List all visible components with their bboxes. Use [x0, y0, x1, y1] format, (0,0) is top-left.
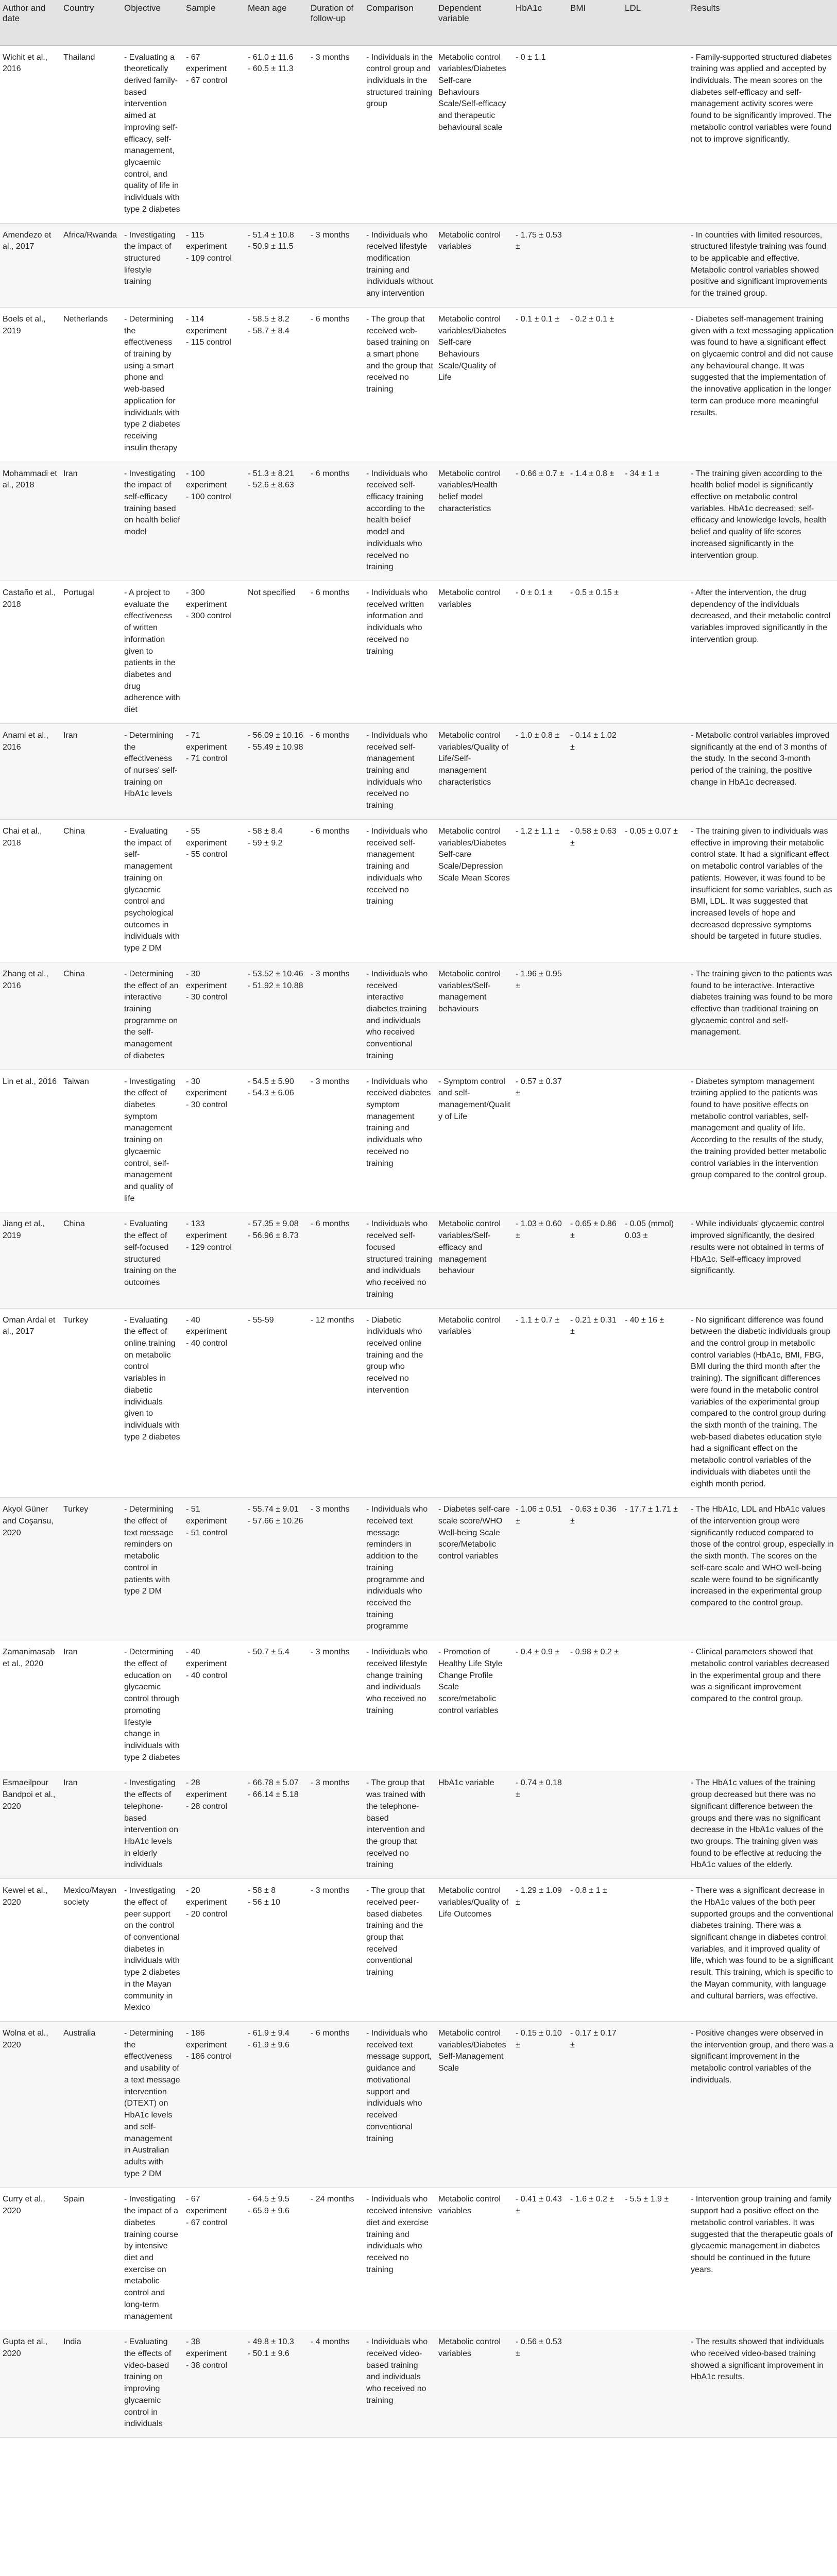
cell-author: Mohammadi et al., 2018 — [0, 462, 61, 581]
cell-sample: - 115 experiment - 109 control — [183, 223, 245, 307]
table-row — [0, 2330, 837, 2438]
cell-ldl — [622, 962, 688, 1070]
cell-ldl — [622, 223, 688, 307]
cell-objective: - Investigating the effect of peer support on the control of conventional diabetes in individuals with type 2 diabetes in the Mayan community in Mexico — [122, 1879, 183, 2022]
cell-ldl — [622, 1771, 688, 1879]
cell-author: Esmaeilpour Bandpoi et al., 2020 — [0, 1771, 61, 1879]
cell-hba1c: - 0 ± 0.1 ± — [513, 581, 568, 723]
cell-country: Mexico/Mayan society — [61, 1879, 122, 2022]
cell-bmi: - 0.5 ± 0.15 ± — [568, 581, 622, 723]
cell-bmi — [568, 45, 622, 223]
cell-country: Australia — [61, 2022, 122, 2188]
cell-mean-age: - 58.5 ± 8.2 - 58.7 ± 8.4 — [245, 307, 308, 462]
cell-bmi — [568, 1070, 622, 1212]
cell-dependent-variable: Metabolic control variables/Self-efficacy and management behaviour — [436, 1212, 513, 1308]
cell-country: Iran — [61, 1640, 122, 1771]
cell-hba1c: - 0.41 ± 0.43 ± — [513, 2188, 568, 2330]
cell-mean-age: - 55.74 ± 9.01 - 57.66 ± 10.26 — [245, 1498, 308, 1640]
cell-bmi: - 0.58 ± 0.63 ± — [568, 819, 622, 962]
cell-results: - Diabetes self-management training given with a text messaging application was found to have a significant effect on glycaemic control and did not cause any behavioural change. It was suggested that the implementation of the innovative application in the longer term can produce more meaningful results. — [688, 307, 837, 462]
cell-hba1c: - 1.2 ± 1.1 ± — [513, 819, 568, 962]
cell-dependent-variable: Metabolic control variables — [436, 223, 513, 307]
cell-mean-age: Not specified — [245, 581, 308, 723]
cell-hba1c: - 1.96 ± 0.95 ± — [513, 962, 568, 1070]
cell-bmi: - 0.65 ± 0.86 ± — [568, 1212, 622, 1308]
table-header — [0, 0, 837, 45]
cell-author: Chai et al., 2018 — [0, 819, 61, 962]
cell-results: - Family-supported structured diabetes training was applied and accepted by individuals. The mean scores on the diabetes self-efficacy and self-management activity scores were found to be significantly improved. The metabolic control variables were found not to improve significantly. — [688, 45, 837, 223]
cell-ldl — [622, 723, 688, 819]
cell-results: - While individuals' glycaemic control improved significantly, the desired results were not obtained in terms of HbA1c. Self-efficacy improved significantly. — [688, 1212, 837, 1308]
table-row — [0, 462, 837, 581]
cell-results: - After the intervention, the drug dependency of the individuals decreased, and their metabolic control variables improved significantly in the intervention group. — [688, 581, 837, 723]
cell-dependent-variable: Metabolic control variables/Diabetes Self-care Behaviours Scale/Quality of Life — [436, 307, 513, 462]
cell-author: Gupta et al., 2020 — [0, 2330, 61, 2438]
cell-results: - The training given according to the health belief model is significantly effective on metabolic control variables. HbA1c decreased; self-efficacy and knowledge levels, health belief and quality of life scores increased significantly in the intervention group. — [688, 462, 837, 581]
cell-hba1c: - 0.74 ± 0.18 ± — [513, 1771, 568, 1879]
cell-dependent-variable: Metabolic control variables/Health belief model characteristics — [436, 462, 513, 581]
cell-results: - In countries with limited resources, structured lifestyle training was found to be applicable and effective. Metabolic control variables showed positive and significant improvements for the trained group. — [688, 223, 837, 307]
cell-bmi: - 0.17 ± 0.17 ± — [568, 2022, 622, 2188]
cell-hba1c: - 1.03 ± 0.60 ± — [513, 1212, 568, 1308]
cell-country: India — [61, 2330, 122, 2438]
cell-objective: - Determining the effectiveness of nurses' self-training on HbA1c levels — [122, 723, 183, 819]
cell-author: Jiang et al., 2019 — [0, 1212, 61, 1308]
cell-comparison: - Individuals who received self-management training and individuals who received no training — [364, 723, 436, 819]
cell-hba1c: - 0.56 ± 0.53 ± — [513, 2330, 568, 2438]
cell-bmi: - 0.21 ± 0.31 ± — [568, 1308, 622, 1498]
cell-ldl — [622, 2330, 688, 2438]
cell-country: Thailand — [61, 45, 122, 223]
cell-author: Castaño et al., 2018 — [0, 581, 61, 723]
cell-dependent-variable: Metabolic control variables — [436, 1308, 513, 1498]
cell-sample: - 67 experiment - 67 control — [183, 2188, 245, 2330]
page-bottom-spacer — [0, 2438, 837, 2456]
cell-objective: - Investigating the impact of a diabetes training course by intensive diet and exercise on metabolic control and long-term management — [122, 2188, 183, 2330]
cell-country: Netherlands — [61, 307, 122, 462]
cell-dependent-variable: Metabolic control variables/Diabetes Self-care Behaviours Scale/Self-efficacy and therapeutic behavioural scale — [436, 45, 513, 223]
cell-mean-age: - 51.3 ± 8.21 - 52.6 ± 8.63 — [245, 462, 308, 581]
cell-sample: - 38 experiment - 38 control — [183, 2330, 245, 2438]
cell-hba1c: - 0 ± 1.1 — [513, 45, 568, 223]
cell-mean-age: - 57.35 ± 9.08 - 56.96 ± 8.73 — [245, 1212, 308, 1308]
cell-author: Boels et al., 2019 — [0, 307, 61, 462]
cell-bmi — [568, 2330, 622, 2438]
cell-ldl — [622, 581, 688, 723]
cell-ldl — [622, 1640, 688, 1771]
cell-dependent-variable: HbA1c variable — [436, 1771, 513, 1879]
cell-duration: - 6 months — [308, 462, 364, 581]
cell-objective: - Determining the effect of text message reminders on metabolic control in patients with type 2 DM — [122, 1498, 183, 1640]
cell-comparison: - Individuals who received self-management training and individuals who received no training — [364, 819, 436, 962]
cell-ldl: - 5.5 ± 1.9 ± — [622, 2188, 688, 2330]
cell-duration: - 3 months — [308, 1070, 364, 1212]
cell-bmi: - 0.63 ± 0.36 ± — [568, 1498, 622, 1640]
cell-sample: - 300 experiment - 300 control — [183, 581, 245, 723]
cell-comparison: - Individuals who received interactive diabetes training and individuals who received conventional training — [364, 962, 436, 1070]
cell-country: China — [61, 962, 122, 1070]
cell-objective: - A project to evaluate the effectiveness of written information given to patients in the diabetes and drug adherence with diet — [122, 581, 183, 723]
cell-ldl: - 0.05 (mmol) 0.03 ± — [622, 1212, 688, 1308]
column-header-dependent-variable: Dependent variable — [436, 0, 513, 45]
cell-comparison: - Individuals who received self-focused structured training and individuals who received no training — [364, 1212, 436, 1308]
cell-country: Iran — [61, 462, 122, 581]
cell-hba1c: - 0.4 ± 0.9 ± — [513, 1640, 568, 1771]
cell-objective: - Investigating the effects of telephone-based intervention on HbA1c levels in elderly individuals — [122, 1771, 183, 1879]
cell-duration: - 24 months — [308, 2188, 364, 2330]
cell-results: - There was a significant decrease in the HbA1c values of the both peer supported groups and the conventional diabetes training. There was a significant change in diabetes control variables, and it improved quality of life, which was found to be a significant result. This training, which is specific to the Mayan community, with language and cultural barriers, was effective. — [688, 1879, 837, 2022]
cell-objective: - Evaluating the impact of self-management training on glycaemic control and psychological outcomes in individuals with type 2 DM — [122, 819, 183, 962]
cell-ldl: - 0.05 ± 0.07 ± — [622, 819, 688, 962]
cell-author: Zamanimasab et al., 2020 — [0, 1640, 61, 1771]
table-row — [0, 1498, 837, 1640]
cell-objective: - Evaluating a theoretically derived family-based intervention aimed at improving self-efficacy, self-management, glycaemic control, and quality of life in individuals with type 2 diabetes — [122, 45, 183, 223]
cell-comparison: - Individuals who received lifestyle change training and individuals who received no training — [364, 1640, 436, 1771]
cell-comparison: - Individuals who received self-efficacy training according to the health belief model and individuals who received no training — [364, 462, 436, 581]
cell-mean-age: - 54.5 ± 5.90 - 54.3 ± 6.06 — [245, 1070, 308, 1212]
cell-comparison: - The group that received web-based training on a smart phone and the group that received no training — [364, 307, 436, 462]
cell-bmi — [568, 1771, 622, 1879]
cell-comparison: - Individuals who received text message reminders in addition to the training programme and individuals who received the training programme — [364, 1498, 436, 1640]
cell-mean-age: - 49.8 ± 10.3 - 50.1 ± 9.6 — [245, 2330, 308, 2438]
cell-comparison: - Diabetic individuals who received online training and the group who received no intervention — [364, 1308, 436, 1498]
cell-dependent-variable: Metabolic control variables — [436, 581, 513, 723]
cell-objective: - Investigating the impact of self-efficacy training based on health belief model — [122, 462, 183, 581]
cell-results: - Clinical parameters showed that metabolic control variables decreased in the experimental group and there was a significant improvement compared to the control group. — [688, 1640, 837, 1771]
cell-mean-age: - 53.52 ± 10.46 - 51.92 ± 10.88 — [245, 962, 308, 1070]
cell-mean-age: - 55-59 — [245, 1308, 308, 1498]
cell-mean-age: - 56.09 ± 10.16 - 55.49 ± 10.98 — [245, 723, 308, 819]
cell-author: Zhang et al., 2016 — [0, 962, 61, 1070]
cell-sample: - 67 experiment - 67 control — [183, 45, 245, 223]
cell-results: - Metabolic control variables improved significantly at the end of 3 months of the study. In the second 3-month period of the training, the positive change in HbA1c decreased. — [688, 723, 837, 819]
cell-bmi: - 1.4 ± 0.8 ± — [568, 462, 622, 581]
cell-duration: - 3 months — [308, 223, 364, 307]
cell-duration: - 3 months — [308, 962, 364, 1070]
cell-author: Wichit et al., 2016 — [0, 45, 61, 223]
column-header-objective: Objective — [122, 0, 183, 45]
table-row — [0, 1640, 837, 1771]
cell-bmi: - 1.6 ± 0.2 ± — [568, 2188, 622, 2330]
column-header-results: Results — [688, 0, 837, 45]
cell-objective: - Investigating the effect of diabetes symptom management training on glycaemic control, self-management and quality of life — [122, 1070, 183, 1212]
table-row — [0, 307, 837, 462]
column-header-hba1c: HbA1c — [513, 0, 568, 45]
cell-mean-age: - 66.78 ± 5.07 - 66.14 ± 5.18 — [245, 1771, 308, 1879]
cell-objective: - Evaluating the effect of self-focused structured training on the outcomes — [122, 1212, 183, 1308]
table-row — [0, 1308, 837, 1498]
cell-duration: - 3 months — [308, 1879, 364, 2022]
cell-comparison: - Individuals who received text message support, guidance and motivational support and individuals who received conventional training — [364, 2022, 436, 2188]
cell-comparison: - Individuals who received diabetes symptom management training and individuals who received no training — [364, 1070, 436, 1212]
cell-objective: - Determining the effectiveness and usability of a text message intervention (DTEXT) on HbA1c levels and self-management in Australian adults with type 2 DM — [122, 2022, 183, 2188]
cell-results: - No significant difference was found between the diabetic individuals group and the control group in metabolic control variables (HbA1c, BMI, FBG, BMI during the third month after the training). The significant differences were found in the metabolic control variables of the experimental group compared to the control group during the sixth month of the training. The web-based diabetes education style had a significant effect on the metabolic control variables of the individuals with diabetes until the eighth month period. — [688, 1308, 837, 1498]
cell-sample: - 20 experiment - 20 control — [183, 1879, 245, 2022]
cell-ldl: - 34 ± 1 ± — [622, 462, 688, 581]
table-row — [0, 2022, 837, 2188]
cell-ldl — [622, 1879, 688, 2022]
cell-results: - Intervention group training and family support had a positive effect on the metabolic control variables. It was suggested that the therapeutic goals of glycaemic management in diabetes should be continued in the future years. — [688, 2188, 837, 2330]
cell-comparison: - Individuals who received intensive diet and exercise training and individuals who received no training — [364, 2188, 436, 2330]
cell-country: Portugal — [61, 581, 122, 723]
cell-mean-age: - 58 ± 8.4 - 59 ± 9.2 — [245, 819, 308, 962]
cell-author: Kewel et al., 2020 — [0, 1879, 61, 2022]
cell-comparison: - Individuals who received video-based training and individuals who received no training — [364, 2330, 436, 2438]
cell-author: Curry et al., 2020 — [0, 2188, 61, 2330]
table-body — [0, 45, 837, 2438]
cell-author: Lin et al., 2016 — [0, 1070, 61, 1212]
cell-bmi — [568, 223, 622, 307]
cell-hba1c: - 1.06 ± 0.51 ± — [513, 1498, 568, 1640]
cell-ldl — [622, 307, 688, 462]
cell-ldl — [622, 1070, 688, 1212]
cell-comparison: - Individuals who received written information and individuals who received no training — [364, 581, 436, 723]
cell-duration: - 6 months — [308, 581, 364, 723]
column-header-ldl: LDL — [622, 0, 688, 45]
table-row — [0, 1879, 837, 2022]
cell-duration: - 6 months — [308, 1212, 364, 1308]
cell-hba1c: - 0.57 ± 0.37 ± — [513, 1070, 568, 1212]
cell-duration: - 12 months — [308, 1308, 364, 1498]
cell-mean-age: - 50.7 ± 5.4 — [245, 1640, 308, 1771]
column-header-author: Author and date — [0, 0, 61, 45]
column-header-comparison: Comparison — [364, 0, 436, 45]
cell-duration: - 6 months — [308, 819, 364, 962]
cell-mean-age: - 58 ± 8 - 56 ± 10 — [245, 1879, 308, 2022]
cell-dependent-variable: - Promotion of Healthy Life Style Change Profile Scale score/metabolic control variables — [436, 1640, 513, 1771]
cell-dependent-variable: Metabolic control variables/Diabetes Self-care Scale/Depression Scale Mean Scores — [436, 819, 513, 962]
cell-country: Africa/Rwanda — [61, 223, 122, 307]
cell-sample: - 28 experiment - 28 control — [183, 1771, 245, 1879]
cell-sample: - 186 experiment - 186 control — [183, 2022, 245, 2188]
cell-ldl: - 40 ± 16 ± — [622, 1308, 688, 1498]
cell-dependent-variable: Metabolic control variables — [436, 2188, 513, 2330]
header-row — [0, 0, 837, 45]
cell-sample: - 40 experiment - 40 control — [183, 1308, 245, 1498]
column-header-bmi: BMI — [568, 0, 622, 45]
cell-author: Anami et al., 2016 — [0, 723, 61, 819]
cell-objective: - Determining the effectiveness of training by using a smart phone and web-based application for individuals with type 2 diabetes receiving insulin therapy — [122, 307, 183, 462]
table-row — [0, 45, 837, 223]
table-row — [0, 1212, 837, 1308]
cell-country: Turkey — [61, 1498, 122, 1640]
cell-duration: - 3 months — [308, 1771, 364, 1879]
cell-hba1c: - 1.0 ± 0.8 ± — [513, 723, 568, 819]
cell-country: Spain — [61, 2188, 122, 2330]
cell-duration: - 3 months — [308, 1498, 364, 1640]
cell-dependent-variable: - Diabetes self-care scale score/WHO Well-being Scale score/Metabolic control variables — [436, 1498, 513, 1640]
column-header-mean-age: Mean age — [245, 0, 308, 45]
cell-bmi: - 0.2 ± 0.1 ± — [568, 307, 622, 462]
cell-dependent-variable: - Symptom control and self-management/Quality of Life — [436, 1070, 513, 1212]
cell-bmi: - 0.14 ± 1.02 ± — [568, 723, 622, 819]
cell-results: - The HbA1c values of the training group decreased but there was no significant difference between the groups and there was no significant decrease in the HbA1c values of the two groups. The training given was found to be effective at reducing the HbA1c values of the elderly. — [688, 1771, 837, 1879]
cell-dependent-variable: Metabolic control variables/Diabetes Self-Management Scale — [436, 2022, 513, 2188]
table-row — [0, 223, 837, 307]
cell-results: - Positive changes were observed in the intervention group, and there was a significant improvement in the metabolic control variables of the individuals. — [688, 2022, 837, 2188]
cell-mean-age: - 64.5 ± 9.5 - 65.9 ± 9.6 — [245, 2188, 308, 2330]
cell-results: - The training given to individuals was effective in improving their metabolic control state. It had a significant effect on metabolic control variables of the patients. However, it was found to be insufficient for some variables, such as BMI, LDL. It was suggested that increased levels of hope and decreased depressive symptoms should be targeted in future studies. — [688, 819, 837, 962]
cell-country: China — [61, 1212, 122, 1308]
table-row — [0, 723, 837, 819]
cell-dependent-variable: Metabolic control variables — [436, 2330, 513, 2438]
cell-ldl: - 17.7 ± 1.71 ± — [622, 1498, 688, 1640]
cell-sample: - 30 experiment - 30 control — [183, 1070, 245, 1212]
table-row — [0, 2188, 837, 2330]
cell-sample: - 114 experiment - 115 control — [183, 307, 245, 462]
cell-country: Turkey — [61, 1308, 122, 1498]
cell-author: Oman Ardal et al., 2017 — [0, 1308, 61, 1498]
table-row — [0, 581, 837, 723]
cell-author: Amendezo et al., 2017 — [0, 223, 61, 307]
cell-sample: - 55 experiment - 55 control — [183, 819, 245, 962]
cell-ldl — [622, 45, 688, 223]
cell-comparison: - Individuals who received lifestyle modification training and individuals without any intervention — [364, 223, 436, 307]
cell-sample: - 40 experiment - 40 control — [183, 1640, 245, 1771]
cell-mean-age: - 61.0 ± 11.6 - 60.5 ± 11.3 — [245, 45, 308, 223]
cell-hba1c: - 0.1 ± 0.1 ± — [513, 307, 568, 462]
cell-sample: - 51 experiment - 51 control — [183, 1498, 245, 1640]
column-header-country: Country — [61, 0, 122, 45]
cell-results: - The results showed that individuals who received video-based training showed a significant improvement in HbA1c results. — [688, 2330, 837, 2438]
cell-objective: - Determining the effect of an interactive training programme on the self-management of diabetes — [122, 962, 183, 1070]
cell-bmi — [568, 962, 622, 1070]
cell-objective: - Investigating the impact of structured lifestyle training — [122, 223, 183, 307]
cell-objective: - Determining the effect of education on glycaemic control through promoting lifestyle change in individuals with type 2 diabetes — [122, 1640, 183, 1771]
cell-hba1c: - 1.75 ± 0.53 ± — [513, 223, 568, 307]
cell-country: Iran — [61, 723, 122, 819]
cell-comparison: - The group that was trained with the telephone-based intervention and the group that received no training — [364, 1771, 436, 1879]
cell-dependent-variable: Metabolic control variables/Self-management behaviours — [436, 962, 513, 1070]
cell-country: Taiwan — [61, 1070, 122, 1212]
cell-hba1c: - 1.29 ± 1.09 ± — [513, 1879, 568, 2022]
cell-duration: - 6 months — [308, 2022, 364, 2188]
cell-sample: - 133 experiment - 129 control — [183, 1212, 245, 1308]
cell-duration: - 3 months — [308, 45, 364, 223]
cell-duration: - 3 months — [308, 1640, 364, 1771]
cell-author: Wolna et al., 2020 — [0, 2022, 61, 2188]
table-row — [0, 1771, 837, 1879]
table-row — [0, 819, 837, 962]
cell-ldl — [622, 2022, 688, 2188]
cell-mean-age: - 51.4 ± 10.8 - 50.9 ± 11.5 — [245, 223, 308, 307]
cell-bmi: - 0.8 ± 1 ± — [568, 1879, 622, 2022]
cell-comparison: - The group that received peer-based diabetes training and the group that received conventional training — [364, 1879, 436, 2022]
cell-duration: - 4 months — [308, 2330, 364, 2438]
table-row — [0, 962, 837, 1070]
cell-objective: - Evaluating the effects of video-based training on improving glycaemic control in individuals — [122, 2330, 183, 2438]
cell-country: China — [61, 819, 122, 962]
cell-comparison: - Individuals in the control group and individuals in the structured training group — [364, 45, 436, 223]
cell-sample: - 71 experiment - 71 control — [183, 723, 245, 819]
cell-duration: - 6 months — [308, 723, 364, 819]
cell-results: - The training given to the patients was found to be interactive. Interactive diabetes training was found to be more effective than traditional training on glycaemic control and self-management. — [688, 962, 837, 1070]
cell-country: Iran — [61, 1771, 122, 1879]
cell-hba1c: - 0.66 ± 0.7 ± — [513, 462, 568, 581]
cell-dependent-variable: Metabolic control variables/Quality of Life Outcomes — [436, 1879, 513, 2022]
cell-results: - Diabetes symptom management training applied to the patients was found to have positive effects on metabolic control variables, self-management and quality of life. According to the results of the study, the training provided better metabolic control variables in the intervention group compared to the control group. — [688, 1070, 837, 1212]
cell-sample: - 30 experiment - 30 control — [183, 962, 245, 1070]
cell-results: - The HbA1c, LDL and HbA1c values of the intervention group were significantly reduced compared to those of the control group, especially in the sixth month. The scores on the self-care scale and WHO well-being scale were found to be significantly increased in the experimental group compared to the control group. — [688, 1498, 837, 1640]
cell-objective: - Evaluating the effect of online training on metabolic control variables in diabetic individuals given to individuals with type 2 diabetes — [122, 1308, 183, 1498]
cell-hba1c: - 1.1 ± 0.7 ± — [513, 1308, 568, 1498]
column-header-duration: Duration of follow-up — [308, 0, 364, 45]
cell-dependent-variable: Metabolic control variables/Quality of Life/Self-management characteristics — [436, 723, 513, 819]
cell-duration: - 6 months — [308, 307, 364, 462]
cell-mean-age: - 61.9 ± 9.4 - 61.9 ± 9.6 — [245, 2022, 308, 2188]
cell-author: Akyol Güner and Coşansu, 2020 — [0, 1498, 61, 1640]
cell-bmi: - 0.98 ± 0.2 ± — [568, 1640, 622, 1771]
column-header-sample: Sample — [183, 0, 245, 45]
cell-hba1c: - 0.15 ± 0.10 ± — [513, 2022, 568, 2188]
table-row — [0, 1070, 837, 1212]
cell-sample: - 100 experiment - 100 control — [183, 462, 245, 581]
